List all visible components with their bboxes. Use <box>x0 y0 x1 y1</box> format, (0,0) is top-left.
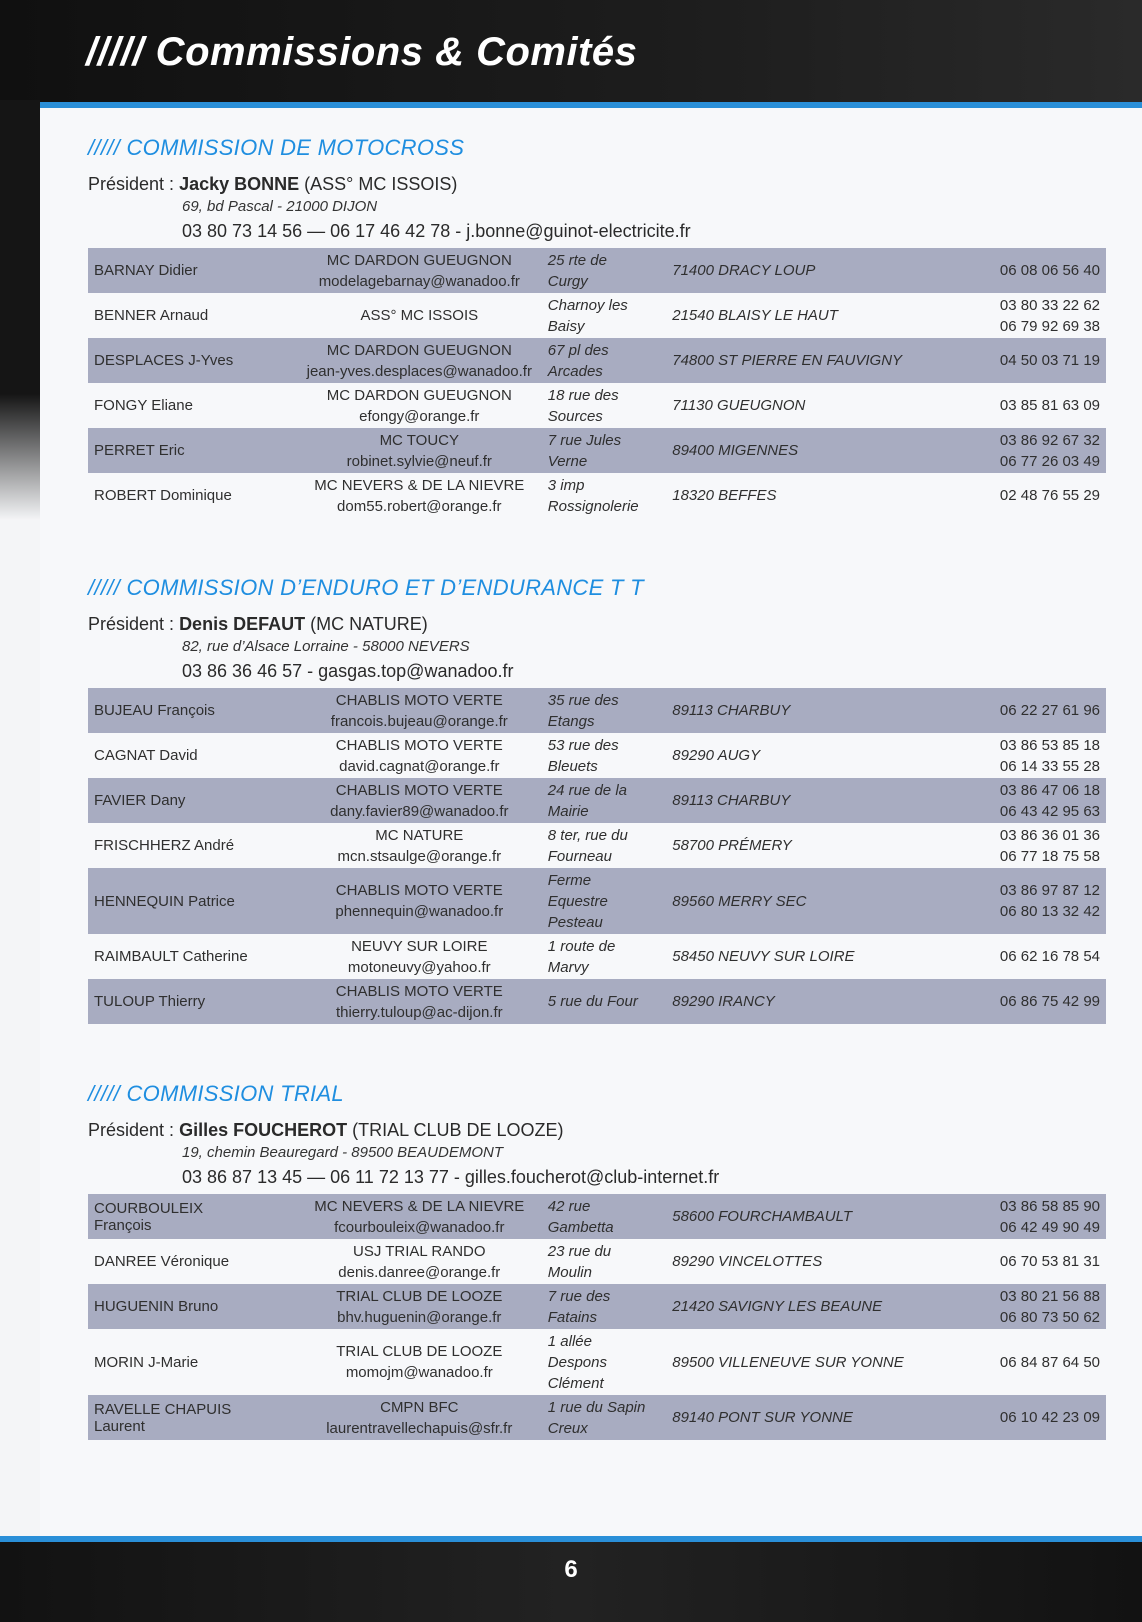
phone-line: 06 86 75 42 99 <box>999 993 1100 1010</box>
phone-line: 06 84 87 64 50 <box>999 1353 1100 1371</box>
member-address <box>542 778 666 823</box>
phone-line: 03 80 33 22 62 <box>999 296 1100 314</box>
member-city: 18320 BEFFES <box>672 487 777 504</box>
page-footer <box>0 1542 1142 1622</box>
phone-line: 06 14 33 55 28 <box>999 757 1100 775</box>
member-name: ROBERT Dominique <box>94 487 232 504</box>
club-name: CHABLIS MOTO VERTE <box>335 781 503 799</box>
member-phone <box>943 293 1106 338</box>
club-name: NEUVY SUR LOIRE <box>351 937 488 955</box>
member-city: 58600 FOURCHAMBAULT <box>666 1194 943 1239</box>
phone-line: 06 62 16 78 54 <box>999 948 1100 965</box>
address-line: 3 imp <box>547 476 585 494</box>
address-line: 24 rue de la <box>547 781 627 799</box>
member-city: 89290 AUGY <box>672 747 761 764</box>
president-address: 82, rue d’Alsace Lorraine - 58000 NEVERS <box>182 638 470 655</box>
member-city: 21540 BLAISY LE HAUT <box>672 307 838 324</box>
member-name <box>88 1194 297 1239</box>
phone-line: 03 86 92 67 32 <box>999 431 1100 449</box>
member-address <box>542 868 666 934</box>
club-email: thierry.tuloup@ac-dijon.fr <box>335 1003 503 1021</box>
club-name: MC NATURE <box>375 826 464 844</box>
address-line: 25 rte de <box>547 251 607 269</box>
member-club <box>297 934 542 979</box>
table-row <box>88 1329 1106 1395</box>
table-row <box>88 688 1106 733</box>
table-row <box>88 868 1106 934</box>
address-line: Fourneau <box>547 847 612 865</box>
page-number: 6 <box>564 1556 578 1583</box>
club-name: MC NEVERS & DE LA NIEVRE <box>314 1197 525 1215</box>
member-address <box>542 1329 666 1395</box>
club-email: dom55.robert@orange.fr <box>337 497 502 515</box>
page-header <box>0 0 1142 106</box>
member-phone <box>943 428 1106 473</box>
member-club <box>297 688 542 733</box>
president-line <box>88 172 1106 196</box>
address-line: 42 rue <box>547 1197 591 1215</box>
member-city: 74800 ST PIERRE EN FAUVIGNY <box>666 338 943 383</box>
member-name: TULOUP Thierry <box>88 979 297 1024</box>
section-title: ///// COMMISSION D’ENDURO ET D’ENDURANCE T T <box>88 575 644 600</box>
member-address <box>542 338 666 383</box>
president-address: 19, chemin Beauregard - 89500 BEAUDEMONT <box>182 1144 503 1161</box>
address-line: 7 rue Jules <box>547 431 622 449</box>
table-row <box>88 338 1106 383</box>
address-line: 8 ter, rue du <box>547 826 628 844</box>
member-address <box>542 473 666 518</box>
member-club <box>297 248 542 293</box>
club-email: david.cagnat@orange.fr <box>339 757 500 775</box>
phone-line: 03 85 81 63 09 <box>999 397 1100 414</box>
member-name: MORIN J-Marie <box>94 1353 199 1371</box>
member-club <box>297 338 542 383</box>
president-club: (TRIAL CLUB DE LOOZE) <box>352 1120 564 1140</box>
member-name: BUJEAU François <box>88 688 297 733</box>
club-email: efongy@orange.fr <box>359 407 480 425</box>
member-phone <box>943 823 1106 868</box>
club-name: ASS° MC ISSOIS <box>360 307 479 324</box>
phone-line: 03 80 21 56 88 <box>999 1287 1100 1305</box>
member-phone <box>943 868 1106 934</box>
table-row <box>88 778 1106 823</box>
address-line: Clément <box>547 1374 604 1392</box>
member-name: CAGNAT David <box>94 747 198 764</box>
member-phone <box>943 934 1106 979</box>
member-club <box>297 473 542 518</box>
club-email: laurentravellechapuis@sfr.fr <box>326 1419 513 1437</box>
member-city: 89290 VINCELOTTES <box>672 1253 823 1270</box>
section-title: ///// COMMISSION DE MOTOCROSS <box>88 135 465 160</box>
member-club <box>297 293 542 338</box>
member-phone <box>943 473 1106 518</box>
member-phone <box>943 1329 1106 1395</box>
phone-line: 03 86 97 87 12 <box>999 882 1100 899</box>
left-decor-bar <box>0 100 40 520</box>
member-phone <box>943 1194 1106 1239</box>
member-phone <box>943 1395 1106 1440</box>
address-line: Despons <box>547 1353 607 1371</box>
address-line: Pesteau <box>547 913 603 931</box>
member-club <box>297 979 542 1024</box>
member-phone <box>943 688 1106 733</box>
member-city: 71400 DRACY LOUP <box>666 248 943 293</box>
phone-line: 06 70 53 81 31 <box>999 1253 1100 1270</box>
president-club: (ASS° MC ISSOIS) <box>304 174 458 194</box>
name-line: Laurent <box>94 1417 145 1435</box>
member-phone <box>943 733 1106 778</box>
member-address <box>542 934 666 979</box>
table-row <box>88 1239 1106 1284</box>
phone-line: 04 50 03 71 19 <box>999 352 1100 369</box>
member-address <box>542 1194 666 1239</box>
address-line: Moulin <box>547 1263 592 1281</box>
address-line: 67 pl des <box>547 341 609 359</box>
address-line: 18 rue des <box>547 386 619 404</box>
phone-line: 03 86 47 06 18 <box>999 781 1100 799</box>
address-line: Gambetta <box>547 1218 614 1236</box>
address-line: 23 rue du <box>547 1242 612 1260</box>
member-club <box>297 1194 542 1239</box>
member-city: 71130 GUEUGNON <box>672 397 806 414</box>
club-email: denis.danree@orange.fr <box>338 1263 501 1281</box>
club-email: momojm@wanadoo.fr <box>345 1364 493 1381</box>
address-line: Sources <box>547 407 603 425</box>
phone-line: 06 10 42 23 09 <box>999 1409 1100 1426</box>
phone-line: 03 86 53 85 18 <box>999 736 1100 754</box>
phone-line: 06 79 92 69 38 <box>999 317 1100 335</box>
president-contact: 03 80 73 14 56 — 06 17 46 42 78 - j.bonne@guinot-electricite.fr <box>182 221 691 241</box>
club-name: CMPN BFC <box>380 1398 459 1416</box>
address-line: Arcades <box>547 362 603 380</box>
section-enduro <box>88 572 1106 1024</box>
table-row <box>88 1284 1106 1329</box>
member-club <box>297 1329 542 1395</box>
address-line: Marvy <box>547 958 589 976</box>
member-name: DESPLACES J-Yves <box>88 338 297 383</box>
name-line: François <box>94 1216 152 1234</box>
member-address <box>542 383 666 428</box>
member-club <box>297 383 542 428</box>
table-row <box>88 383 1106 428</box>
member-city: 89113 CHARBUY <box>666 688 943 733</box>
address-line: 7 rue des <box>547 1287 611 1305</box>
president-name: Gilles FOUCHEROT <box>179 1120 348 1140</box>
address-line: Fatains <box>547 1308 597 1326</box>
member-club <box>297 778 542 823</box>
member-city: 89140 PONT SUR YONNE <box>666 1395 943 1440</box>
member-club <box>297 1395 542 1440</box>
member-address <box>542 1239 666 1284</box>
club-name: MC TOUCY <box>379 431 460 449</box>
address-line: Charnoy les <box>547 296 628 314</box>
table-row <box>88 733 1106 778</box>
member-club <box>297 1284 542 1329</box>
address-line: 53 rue des <box>547 736 619 754</box>
member-phone <box>943 979 1106 1024</box>
phone-line: 06 08 06 56 40 <box>999 262 1100 279</box>
member-city: 89290 IRANCY <box>666 979 943 1024</box>
club-name: MC NEVERS & DE LA NIEVRE <box>314 476 525 494</box>
phone-line: 06 22 27 61 96 <box>999 702 1100 719</box>
club-name: CHABLIS MOTO VERTE <box>335 736 503 754</box>
phone-line: 03 86 36 01 36 <box>999 826 1100 844</box>
address-line: 5 rue du Four <box>547 993 638 1010</box>
member-phone <box>943 1284 1106 1329</box>
club-name: CHABLIS MOTO VERTE <box>335 982 503 1000</box>
member-name: DANREE Véronique <box>94 1253 230 1270</box>
address-line: 1 allée <box>547 1332 592 1350</box>
member-name: RAIMBAULT Catherine <box>94 948 248 965</box>
member-address <box>542 979 666 1024</box>
name-line: RAVELLE CHAPUIS <box>94 1400 232 1418</box>
president-line <box>88 612 1106 636</box>
member-club <box>297 868 542 934</box>
member-name: BENNER Arnaud <box>94 307 209 324</box>
member-name: PERRET Eric <box>88 428 297 473</box>
member-address <box>542 293 666 338</box>
table-row <box>88 293 1106 338</box>
president-address: 69, bd Pascal - 21000 DIJON <box>182 198 378 215</box>
member-address <box>542 733 666 778</box>
table-row <box>88 1194 1106 1239</box>
president-name: Denis DEFAUT <box>179 614 306 634</box>
member-phone <box>943 338 1106 383</box>
members-table <box>88 1194 1106 1440</box>
club-email: bhv.huguenin@orange.fr <box>337 1308 502 1326</box>
address-line: Creux <box>547 1419 588 1437</box>
member-club <box>297 733 542 778</box>
section-motocross <box>88 132 1106 518</box>
member-city: 58450 NEUVY SUR LOIRE <box>672 948 855 965</box>
member-city: 89560 MERRY SEC <box>666 868 943 934</box>
members-table <box>88 248 1106 518</box>
member-city: 89500 VILLENEUVE SUR YONNE <box>672 1353 904 1371</box>
member-phone <box>943 1239 1106 1284</box>
member-club <box>297 1239 542 1284</box>
member-club <box>297 428 542 473</box>
members-table <box>88 688 1106 1024</box>
phone-line: 06 80 13 32 42 <box>999 903 1100 920</box>
address-line: 35 rue des <box>547 691 619 709</box>
section-title: ///// COMMISSION TRIAL <box>88 1081 344 1106</box>
address-line: Baisy <box>547 317 585 335</box>
club-email: mcn.stsaulge@orange.fr <box>337 847 502 865</box>
president-line <box>88 1118 1106 1142</box>
president-label: Président : <box>88 174 175 194</box>
club-email: robinet.sylvie@neuf.fr <box>346 452 492 470</box>
member-name: FRISCHHERZ André <box>94 837 235 854</box>
member-address <box>542 248 666 293</box>
address-line: 1 route de <box>547 937 616 955</box>
president-contact: 03 86 87 13 45 — 06 11 72 13 77 - gilles.foucherot@club-internet.fr <box>182 1167 720 1187</box>
president-label: Président : <box>88 614 175 634</box>
table-row <box>88 979 1106 1024</box>
address-line: Verne <box>547 452 588 470</box>
address-line: Rossignolerie <box>547 497 639 515</box>
president-name: Jacky BONNE <box>179 174 300 194</box>
member-name: HENNEQUIN Patrice <box>88 868 297 934</box>
address-line: Curgy <box>547 272 588 290</box>
club-name: MC DARDON GUEUGNON <box>326 341 512 359</box>
table-row <box>88 428 1106 473</box>
member-name: FAVIER Dany <box>88 778 297 823</box>
address-line: Mairie <box>547 802 589 820</box>
phone-line: 06 77 18 75 58 <box>999 847 1100 865</box>
name-line: COURBOULEIX <box>94 1199 204 1217</box>
section-trial <box>88 1078 1106 1440</box>
club-email: phennequin@wanadoo.fr <box>335 903 504 920</box>
member-name: HUGUENIN Bruno <box>88 1284 297 1329</box>
club-email: dany.favier89@wanadoo.fr <box>330 802 509 820</box>
address-line: Bleuets <box>547 757 598 775</box>
phone-line: 06 43 42 95 63 <box>999 802 1100 820</box>
table-row <box>88 473 1106 518</box>
member-city: 58700 PRÉMERY <box>672 837 792 854</box>
club-email: fcourbouleix@wanadoo.fr <box>334 1218 505 1236</box>
president-contact: 03 86 36 46 57 - gasgas.top@wanadoo.fr <box>182 661 514 681</box>
member-phone <box>943 248 1106 293</box>
phone-line: 06 80 73 50 62 <box>999 1308 1100 1326</box>
member-address <box>542 1395 666 1440</box>
table-row <box>88 823 1106 868</box>
phone-line: 06 77 26 03 49 <box>999 452 1100 470</box>
page-title: ///// Commissions & Comités <box>86 30 638 74</box>
member-name <box>88 1395 297 1440</box>
member-phone <box>943 383 1106 428</box>
table-row <box>88 248 1106 293</box>
member-address <box>542 688 666 733</box>
member-city: 89113 CHARBUY <box>666 778 943 823</box>
club-email: motoneuvy@yahoo.fr <box>347 958 491 976</box>
member-name: FONGY Eliane <box>94 397 193 414</box>
member-phone <box>943 778 1106 823</box>
address-line: Etangs <box>547 712 595 730</box>
club-email: francois.bujeau@orange.fr <box>330 712 508 730</box>
member-city: 89400 MIGENNES <box>666 428 943 473</box>
club-name: MC DARDON GUEUGNON <box>326 251 512 269</box>
phone-line: 02 48 76 55 29 <box>999 487 1100 504</box>
club-name: TRIAL CLUB DE LOOZE <box>336 1343 503 1360</box>
table-row <box>88 1395 1106 1440</box>
member-address <box>542 1284 666 1329</box>
member-city: 21420 SAVIGNY LES BEAUNE <box>666 1284 943 1329</box>
club-email: jean-yves.desplaces@wanadoo.fr <box>306 362 532 380</box>
member-address <box>542 823 666 868</box>
member-name: BARNAY Didier <box>88 248 297 293</box>
address-line: 1 rue du Sapin <box>547 1398 646 1416</box>
club-name: TRIAL CLUB DE LOOZE <box>336 1287 503 1305</box>
club-name: CHABLIS MOTO VERTE <box>335 691 503 709</box>
address-line: Ferme <box>547 871 592 889</box>
table-row <box>88 934 1106 979</box>
president-club: (MC NATURE) <box>310 614 428 634</box>
address-line: Equestre <box>547 892 608 910</box>
phone-line: 06 42 49 90 49 <box>999 1218 1100 1236</box>
club-name: MC DARDON GUEUGNON <box>326 386 512 404</box>
club-name: CHABLIS MOTO VERTE <box>335 882 503 899</box>
club-name: USJ TRIAL RANDO <box>353 1242 486 1260</box>
club-email: modelagebarnay@wanadoo.fr <box>318 272 520 290</box>
member-address <box>542 428 666 473</box>
phone-line: 03 86 58 85 90 <box>999 1197 1100 1215</box>
member-club <box>297 823 542 868</box>
president-label: Président : <box>88 1120 175 1140</box>
